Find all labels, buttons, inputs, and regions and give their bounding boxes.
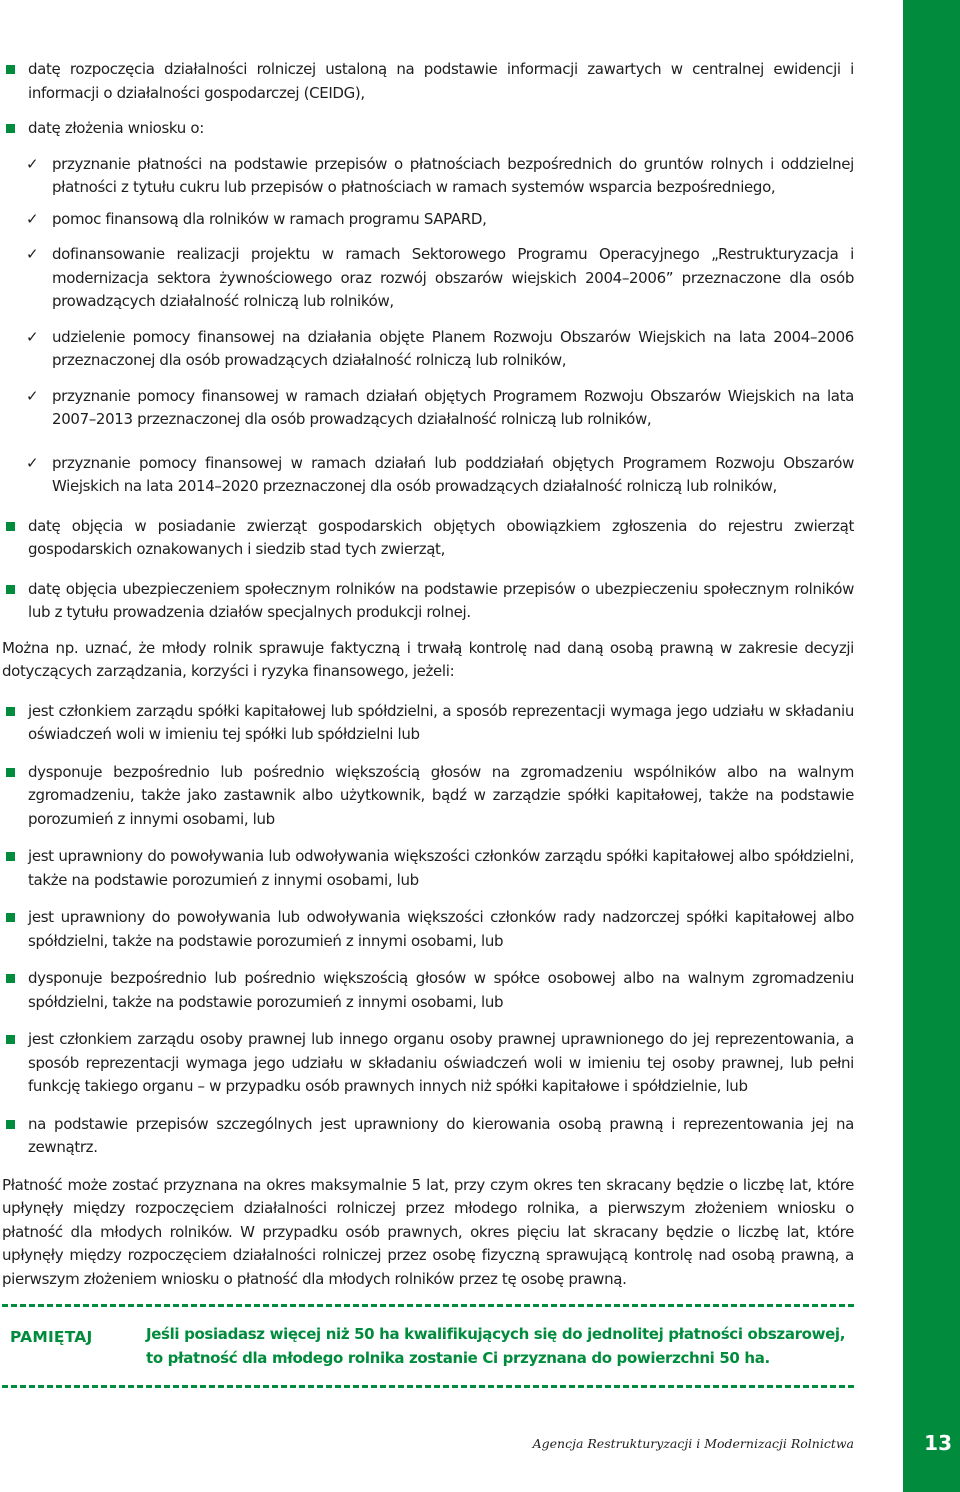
condition-text: jest członkiem zarządu spółki kapitałowej lub spółdzielni, a sposób reprezentacji wymaga jego udziału w składaniu oświadczeń woli w imieniu tej spółki lub spółdzielni lub [28,701,854,743]
sub-list-item-text: udzielenie pomocy finansowej na działania objęte Planem Rozwoju Obszarów Wiejskich na lata 2004–2006 przeznaczonej dla osób prowadzących działalność rolniczą lub rolników, [52,327,854,369]
square-bullet-icon [6,65,15,74]
sub-list-item [2,243,854,314]
sub-list-item-text: przyznanie pomocy finansowej w ramach działań lub poddziałań objętych Programem Rozwoju Obszarów Wiejskich na lata 2014–2020 przeznaczonej dla osób prowadzących działalność rolniczą lub rolników, [52,453,854,495]
condition-text: dysponuje bezpośrednio lub pośrednio większością głosów w spółce osobowej albo na walnym zgromadzeniu spółdzielni, także na podstawie porozumień z innymi osobami, lub [28,969,854,1011]
condition-text: jest uprawniony do powoływania lub odwoływania większości członków rady nadzorczej spółki kapitałowej albo spółdzielni, także na podstawie porozumień z innymi osobami, lub [28,908,854,950]
condition-item [2,761,854,832]
sub-list-item [2,452,854,499]
list-item-text: datę złożenia wniosku o: [28,119,204,137]
sub-list-item [2,153,854,200]
sub-list-item [2,326,854,373]
condition-item [2,1028,854,1099]
paragraph: Płatność może zostać przyznana na okres maksymalnie 5 lat, przy czym okres ten skracany będzie o liczbę lat, które upłynęły między rozpoczęciem działalności rolniczej przez młodego rolnika, a pierwszym złożeniem wniosku o płatność dla młodych rolników. W przypadku osób prawnych, okres pięciu lat skracany będzie o liczbę lat, które upłynęły między rozpoczęciem działalności rolniczej przez osobę fizyczną sprawującą kontrolę nad osobą prawną, a pierwszym złożeniem wniosku o płatność dla młodych rolników przez tę osobę prawną. [2,1175,854,1288]
list-item-text: datę rozpoczęcia działalności rolniczej ustaloną na podstawie informacji zawartych w centralnej ewidencji i informacji o działalności gospodarczej (CEIDG), [28,60,854,102]
page-number: 13 [924,1431,952,1455]
checkmark-icon: ✓ [26,209,39,228]
reminder-label: PAMIĘTAJ [10,1328,93,1346]
green-side-bar [903,0,960,1492]
sub-list-item-text: dofinansowanie realizacji projektu w ramach Sektorowego Programu Operacyjnego „Restrukturyzacja i modernizacja sektora żywnościowego oraz rozwój obszarów wiejskich 2004–2006” przeznaczone dla osób prowadzących działalność rolniczą lub rolników, [52,245,854,310]
sub-list-item-text: przyznanie pomocy finansowej w ramach działań objętych Programem Rozwoju Obszarów Wiejskich na lata 2007–2013 przeznaczonej dla osób prowadzących działalność rolniczą lub rolników, [52,386,854,428]
checkmark-icon: ✓ [26,245,39,263]
condition-item [2,700,854,747]
list-item-text: datę objęcia ubezpieczeniem społecznym rolników na podstawie przepisów o ubezpieczeniu społecznym rolników lub z tytułu prowadzenia działów specjalnych produkcji rolnej. [28,579,854,621]
square-bullet-icon [6,1035,15,1044]
condition-item [2,1113,854,1160]
square-bullet-icon [6,974,15,983]
paragraph: Można np. uznać, że młody rolnik sprawuje faktyczną i trwałą kontrolę nad daną osobą prawną w zakresie decyzji dotyczących zarządzania, korzyści i ryzyka finansowego, jeżeli: [2,638,854,680]
reminder-text: Jeśli posiadasz więcej niż 50 ha kwalifikujących się do jednolitej płatności obszarowej, to płatność dla młodego rolnika zostanie Ci przyznana do powierzchni 50 ha. [146,1325,846,1367]
list-item [2,117,854,141]
sub-list-item [2,208,854,232]
condition-item [2,967,854,1014]
checkmark-icon: ✓ [26,453,39,472]
list-item [2,515,854,562]
condition-text: jest członkiem zarządu osoby prawnej lub innego organu osoby prawnej uprawnionego do jej reprezentowania, a sposób reprezentacji wymaga jego udziału w składaniu oświadczeń woli w imieniu tej osoby prawnej, lub pełni funkcję takiego organu – w przypadku osób prawnych innych niż spółki kapitałowe i spółdzielnie, lub [28,1030,854,1095]
condition-text: jest uprawniony do powoływania lub odwoływania większości członków zarządu spółki kapitałowej albo spółdzielni, także na podstawie porozumień z innymi osobami, lub [28,847,854,889]
checkmark-icon: ✓ [26,386,39,405]
square-bullet-icon [6,522,15,531]
checkmark-icon: ✓ [26,327,39,346]
condition-item [2,906,854,953]
reminder-box [2,1304,854,1388]
square-bullet-icon [6,585,15,594]
list-item [2,58,854,105]
condition-item [2,845,854,892]
square-bullet-icon [6,768,15,777]
square-bullet-icon [6,852,15,861]
list-item-text: datę objęcia w posiadanie zwierząt gospodarskich objętych obowiązkiem zgłoszenia do rejestru zwierząt gospodarskich oznakowanych i siedzib stad tych zwierząt, [28,516,854,558]
sub-list-item-text: przyznanie płatności na podstawie przepisów o płatnościach bezpośrednich do gruntów rolnych i oddzielnej płatności z tytułu cukru lub przepisów o płatnościach w ramach systemów wsparcia bezpośredniego, [52,154,854,196]
list-item [2,578,854,625]
condition-text: na podstawie przepisów szczególnych jest uprawniony do kierowania osobą prawną i reprezentowania jej na zewnątrz. [28,1114,854,1156]
page-content [2,58,854,1291]
checkmark-icon: ✓ [26,154,39,173]
square-bullet-icon [6,1120,15,1129]
sub-list-item-text: pomoc finansową dla rolników w ramach programu SAPARD, [52,209,487,228]
square-bullet-icon [6,124,15,133]
condition-text: dysponuje bezpośrednio lub pośrednio większością głosów na zgromadzeniu wspólników albo na walnym zgromadzeniu, także jako zastawnik albo użytkownik, bądź w zarządzie spółki kapitałowej, także na podstawie porozumień z innymi osobami, lub [28,762,854,828]
square-bullet-icon [6,913,15,922]
sub-list-item [2,385,854,432]
footer-agency-name: Agencja Restrukturyzacji i Modernizacji Rolnictwa [532,1436,854,1451]
square-bullet-icon [6,707,15,716]
